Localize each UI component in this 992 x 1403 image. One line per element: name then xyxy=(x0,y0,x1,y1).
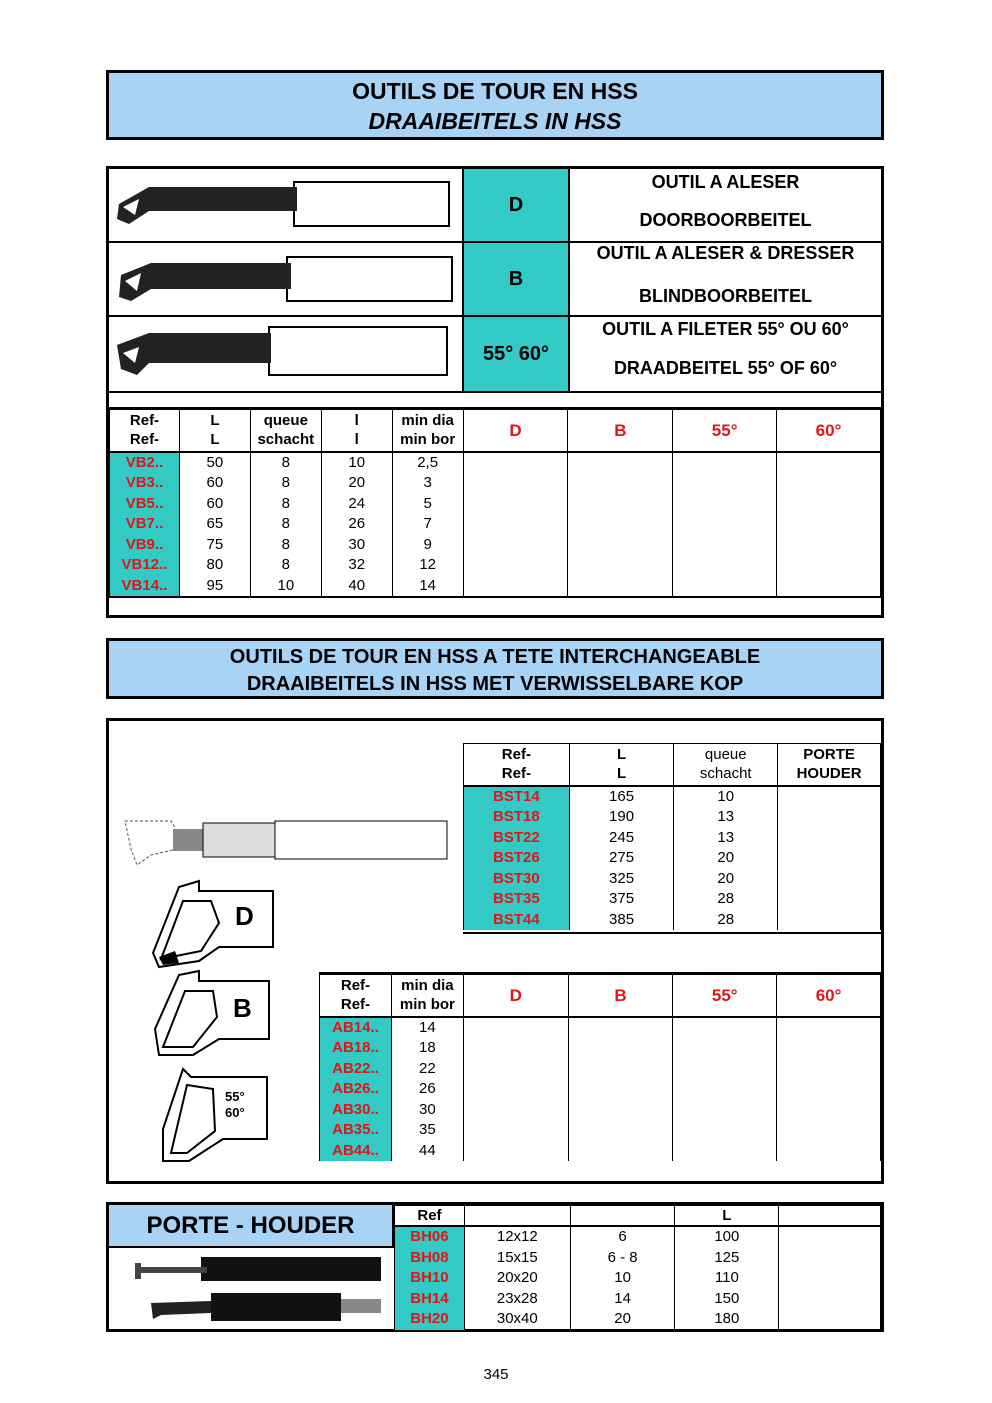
ab-mindia: 18 xyxy=(391,1038,463,1059)
tool-nl-b: BLINDBOORBEITEL xyxy=(639,286,812,306)
bh-extra-cell xyxy=(779,1226,881,1248)
ab-D-cell xyxy=(463,1100,568,1121)
vb-ref: VB14.. xyxy=(110,576,180,598)
vb-B-cell xyxy=(568,514,673,535)
vb-B-cell xyxy=(568,535,673,556)
vb-l: 30 xyxy=(321,535,392,556)
table-row xyxy=(395,1268,881,1289)
tool-image-thread xyxy=(109,317,464,391)
hdr-L: L L xyxy=(179,410,250,452)
ab-rows xyxy=(320,1017,881,1162)
ab-hdr-mindia: min dia min bor xyxy=(391,975,463,1017)
ab-ref: AB26.. xyxy=(320,1079,392,1100)
ab-55-cell xyxy=(673,1141,777,1162)
vb-D-cell xyxy=(463,452,568,474)
ab-table xyxy=(319,974,881,1161)
ab-B-cell xyxy=(568,1100,673,1121)
bst-porte-cell xyxy=(778,889,881,910)
tool-fr-b: OUTIL A ALESER & DRESSER xyxy=(596,243,855,263)
tool-desc-thread xyxy=(570,317,881,391)
tool-desc-d xyxy=(570,169,881,243)
table-row xyxy=(320,1100,881,1121)
vb-l: 10 xyxy=(321,452,392,474)
bst-ref: BST30 xyxy=(464,869,570,890)
ab-hdr-ref: Ref- Ref- xyxy=(320,975,392,1017)
table-row xyxy=(320,1059,881,1080)
ab-B-cell xyxy=(568,1017,673,1039)
ab-mindia: 44 xyxy=(391,1141,463,1162)
ab-hdr-60: 60° xyxy=(777,975,881,1017)
table-row xyxy=(110,555,881,576)
vb-L: 50 xyxy=(179,452,250,474)
bh-queue: 10 xyxy=(570,1268,675,1289)
vb-mindia: 5 xyxy=(392,494,463,515)
bh-L: 125 xyxy=(675,1248,779,1269)
ab-mindia: 35 xyxy=(391,1120,463,1141)
vb-L: 65 xyxy=(179,514,250,535)
vb-ref: VB9.. xyxy=(110,535,180,556)
head-b-icon xyxy=(149,969,279,1061)
vb-mindia: 2,5 xyxy=(392,452,463,474)
vb-mindia: 14 xyxy=(392,576,463,598)
ab-ref: AB44.. xyxy=(320,1141,392,1162)
vb-ref: VB12.. xyxy=(110,555,180,576)
vb-55-cell xyxy=(673,514,777,535)
tool-image-d xyxy=(109,169,464,243)
table-row xyxy=(320,1141,881,1162)
hdr-l: l l xyxy=(321,410,392,452)
ab-D-cell xyxy=(463,1038,568,1059)
tool-types xyxy=(109,169,881,391)
bh-size: 12x12 xyxy=(464,1226,570,1248)
threading-tool-icon xyxy=(109,317,459,387)
ab-B-cell xyxy=(568,1141,673,1162)
vb-L: 75 xyxy=(179,535,250,556)
vb-60-cell xyxy=(777,452,881,474)
title2-fr: OUTILS DE TOUR EN HSS A TETE INTERCHANGEABLE xyxy=(229,646,761,668)
ab-ref: AB35.. xyxy=(320,1120,392,1141)
bh-hdr-L: L xyxy=(675,1206,779,1227)
vb-D-cell xyxy=(463,576,568,598)
table-row xyxy=(110,473,881,494)
vb-mindia: 9 xyxy=(392,535,463,556)
vb-table xyxy=(109,409,881,619)
bh-ref: BH08 xyxy=(395,1248,465,1269)
vb-queue: 8 xyxy=(250,494,321,515)
bh-L: 110 xyxy=(675,1268,779,1289)
hdr-ref: Ref- Ref- xyxy=(110,410,180,452)
tool-desc-b xyxy=(570,243,881,317)
title2-nl: DRAAIBEITELS IN HSS MET VERWISSELBARE KOP xyxy=(246,673,744,695)
ab-55-cell xyxy=(673,1038,777,1059)
ab-55-cell xyxy=(673,1017,777,1039)
ab-60-cell xyxy=(777,1017,881,1039)
bh-hdr-ref: Ref xyxy=(395,1206,465,1227)
table-row xyxy=(110,514,881,535)
table-row xyxy=(110,494,881,515)
table-row xyxy=(110,535,881,556)
bst-queue: 20 xyxy=(674,869,778,890)
ab-55-cell xyxy=(673,1120,777,1141)
bh-hdr-extra xyxy=(779,1206,881,1227)
tool-holder-icon xyxy=(131,1253,389,1329)
bst-L: 275 xyxy=(569,848,674,869)
ab-mindia: 30 xyxy=(391,1100,463,1121)
bst-porte-cell xyxy=(778,869,881,890)
table-row xyxy=(395,1226,881,1248)
bst-hdr-porte: PORTE HOUDER xyxy=(778,744,881,786)
bst-L: 190 xyxy=(569,807,674,828)
bh-table xyxy=(394,1205,881,1330)
table-row xyxy=(395,1289,881,1310)
vb-queue: 8 xyxy=(250,473,321,494)
bst-L: 325 xyxy=(569,869,674,890)
table-row xyxy=(110,576,881,598)
bh-queue: 6 - 8 xyxy=(570,1248,675,1269)
bh-ref: BH14 xyxy=(395,1289,465,1310)
bst-queue: 13 xyxy=(674,807,778,828)
ab-D-cell xyxy=(463,1059,568,1080)
vb-l: 24 xyxy=(321,494,392,515)
bh-size: 20x20 xyxy=(464,1268,570,1289)
bst-porte-cell xyxy=(778,828,881,849)
bh-queue: 14 xyxy=(570,1289,675,1310)
porte-title: PORTE - HOUDER xyxy=(109,1205,394,1248)
bh-extra-cell xyxy=(779,1268,881,1289)
ab-D-cell xyxy=(463,1141,568,1162)
bst-hdr-ref: Ref- Ref- xyxy=(464,744,570,786)
vb-55-cell xyxy=(673,494,777,515)
tool-nl-d: DOORBOORBEITEL xyxy=(639,210,812,230)
ab-55-cell xyxy=(673,1079,777,1100)
bh-extra-cell xyxy=(779,1289,881,1310)
ab-D-cell xyxy=(463,1017,568,1039)
bst-table xyxy=(463,743,881,930)
ab-hdr-D: D xyxy=(463,975,568,1017)
bst-ref: BST26 xyxy=(464,848,570,869)
tool-image-b xyxy=(109,243,464,317)
vb-rows xyxy=(110,452,881,620)
bst-porte-cell xyxy=(778,848,881,869)
bst-ref: BST44 xyxy=(464,910,570,931)
bst-hdr-L: L L xyxy=(569,744,674,786)
table-row xyxy=(464,869,881,890)
table-row xyxy=(320,1120,881,1141)
vb-queue: 8 xyxy=(250,514,321,535)
table-row xyxy=(395,1248,881,1269)
table-row xyxy=(320,1079,881,1100)
table-row xyxy=(464,889,881,910)
hdr-55: 55° xyxy=(673,410,777,452)
bh-rows xyxy=(395,1226,881,1330)
bst-block xyxy=(106,718,884,1184)
hdr-queue: queue schacht xyxy=(250,410,321,452)
tool-fr-thread: OUTIL A FILETER 55° OU 60° xyxy=(602,319,849,339)
vb-D-cell xyxy=(463,473,568,494)
vb-mindia: 7 xyxy=(392,514,463,535)
ab-55-cell xyxy=(673,1100,777,1121)
bst-queue: 28 xyxy=(674,889,778,910)
ab-60-cell xyxy=(777,1059,881,1080)
ab-hdr-55: 55° xyxy=(673,975,777,1017)
table-row-spacer xyxy=(110,597,881,619)
bst-ref: BST14 xyxy=(464,786,570,808)
vb-B-cell xyxy=(568,452,673,474)
bst-porte-cell xyxy=(778,910,881,931)
vb-queue: 10 xyxy=(250,576,321,598)
bh-size: 15x15 xyxy=(464,1248,570,1269)
vb-55-cell xyxy=(673,452,777,474)
head-d-label: D xyxy=(235,901,254,931)
ab-ref: AB18.. xyxy=(320,1038,392,1059)
spacer-row xyxy=(109,391,881,409)
bh-queue: 6 xyxy=(570,1226,675,1248)
vb-l: 32 xyxy=(321,555,392,576)
facing-tool-icon xyxy=(109,243,459,313)
head-thread-label: 55° 60° xyxy=(225,1089,245,1120)
table-row xyxy=(464,910,881,931)
vb-ref: VB5.. xyxy=(110,494,180,515)
section-title-interchangeable xyxy=(106,638,884,699)
vb-L: 60 xyxy=(179,494,250,515)
bst-hdr-queue: queue schacht xyxy=(674,744,778,786)
ab-B-cell xyxy=(568,1038,673,1059)
bh-hdr-q xyxy=(570,1206,675,1227)
hdr-B: B xyxy=(568,410,673,452)
vb-55-cell xyxy=(673,576,777,598)
bh-L: 180 xyxy=(675,1309,779,1330)
tool-code-b: B xyxy=(464,243,570,317)
table-row xyxy=(320,1017,881,1039)
bst-L: 165 xyxy=(569,786,674,808)
bst-L: 375 xyxy=(569,889,674,910)
bh-extra-cell xyxy=(779,1248,881,1269)
ab-60-cell xyxy=(777,1141,881,1162)
table-row xyxy=(320,1038,881,1059)
bh-L: 100 xyxy=(675,1226,779,1248)
ab-55-cell xyxy=(673,1059,777,1080)
boring-tool-icon xyxy=(109,169,459,239)
ab-ref: AB22.. xyxy=(320,1059,392,1080)
bh-queue: 20 xyxy=(570,1309,675,1330)
vb-ref: VB3.. xyxy=(110,473,180,494)
bst-porte-cell xyxy=(778,786,881,808)
bst-ref: BST18 xyxy=(464,807,570,828)
vb-55-cell xyxy=(673,535,777,556)
ab-B-cell xyxy=(568,1120,673,1141)
bst-queue: 20 xyxy=(674,848,778,869)
head-thread-icon xyxy=(157,1065,277,1163)
page-number: 345 xyxy=(483,1366,509,1383)
interchangeable-tool-icon xyxy=(121,809,461,869)
ab-60-cell xyxy=(777,1100,881,1121)
vb-60-cell xyxy=(777,555,881,576)
ab-60-cell xyxy=(777,1038,881,1059)
vb-55-cell xyxy=(673,473,777,494)
bh-ref: BH10 xyxy=(395,1268,465,1289)
bh-hdr-size xyxy=(464,1206,570,1227)
vb-block xyxy=(106,166,884,618)
table-row xyxy=(464,848,881,869)
tool-code-d: D xyxy=(464,169,570,243)
ab-D-cell xyxy=(463,1079,568,1100)
table-row xyxy=(464,828,881,849)
ab-60-cell xyxy=(777,1079,881,1100)
hdr-mindia: min dia min bor xyxy=(392,410,463,452)
tool-code-thread: 55° 60° xyxy=(464,317,570,391)
bst-L: 385 xyxy=(569,910,674,931)
bst-queue: 10 xyxy=(674,786,778,808)
tool-nl-thread: DRAADBEITEL 55° OF 60° xyxy=(613,358,838,378)
vb-60-cell xyxy=(777,494,881,515)
vb-B-cell xyxy=(568,576,673,598)
bh-ref: BH06 xyxy=(395,1226,465,1248)
table-row xyxy=(110,452,881,474)
bh-extra-cell xyxy=(779,1309,881,1330)
bst-ref: BST22 xyxy=(464,828,570,849)
vb-l: 40 xyxy=(321,576,392,598)
vb-queue: 8 xyxy=(250,555,321,576)
vb-D-cell xyxy=(463,494,568,515)
vb-queue: 8 xyxy=(250,535,321,556)
table-row xyxy=(464,786,881,808)
hdr-D: D xyxy=(463,410,568,452)
vb-60-cell xyxy=(777,535,881,556)
vb-l: 20 xyxy=(321,473,392,494)
vb-60-cell xyxy=(777,576,881,598)
ab-D-cell xyxy=(463,1120,568,1141)
vb-D-cell xyxy=(463,535,568,556)
vb-queue: 8 xyxy=(250,452,321,474)
head-b-label: B xyxy=(233,993,252,1023)
spacer-cell xyxy=(110,597,881,619)
vb-mindia: 12 xyxy=(392,555,463,576)
vb-ref: VB2.. xyxy=(110,452,180,474)
section-title-hss xyxy=(106,70,884,140)
vb-L: 60 xyxy=(179,473,250,494)
vb-mindia: 3 xyxy=(392,473,463,494)
ab-60-cell xyxy=(777,1120,881,1141)
ab-mindia: 22 xyxy=(391,1059,463,1080)
tool-fr-d: OUTIL A ALESER xyxy=(651,172,800,192)
head-d-icon xyxy=(139,879,279,971)
vb-l: 26 xyxy=(321,514,392,535)
vb-60-cell xyxy=(777,514,881,535)
bh-L: 150 xyxy=(675,1289,779,1310)
vb-L: 95 xyxy=(179,576,250,598)
vb-55-cell xyxy=(673,555,777,576)
table-row xyxy=(464,807,881,828)
porte-block xyxy=(106,1202,884,1332)
bst-queue: 13 xyxy=(674,828,778,849)
bh-size: 23x28 xyxy=(464,1289,570,1310)
bst-bottom-line xyxy=(463,932,881,934)
vb-B-cell xyxy=(568,473,673,494)
title-fr: OUTILS DE TOUR EN HSS xyxy=(352,78,638,104)
vb-B-cell xyxy=(568,494,673,515)
ab-ref: AB14.. xyxy=(320,1017,392,1039)
ab-B-cell xyxy=(568,1059,673,1080)
vb-D-cell xyxy=(463,514,568,535)
bh-ref: BH20 xyxy=(395,1309,465,1330)
table-row xyxy=(395,1309,881,1330)
hdr-60: 60° xyxy=(777,410,881,452)
vb-D-cell xyxy=(463,555,568,576)
vb-ref: VB7.. xyxy=(110,514,180,535)
bst-rows xyxy=(464,786,881,931)
vb-60-cell xyxy=(777,473,881,494)
ab-mindia: 14 xyxy=(391,1017,463,1039)
ab-ref: AB30.. xyxy=(320,1100,392,1121)
bst-porte-cell xyxy=(778,807,881,828)
ab-mindia: 26 xyxy=(391,1079,463,1100)
bst-ref: BST35 xyxy=(464,889,570,910)
ab-B-cell xyxy=(568,1079,673,1100)
ab-hdr-B: B xyxy=(568,975,673,1017)
bh-size: 30x40 xyxy=(464,1309,570,1330)
bst-queue: 28 xyxy=(674,910,778,931)
vb-L: 80 xyxy=(179,555,250,576)
title-nl: DRAAIBEITELS IN HSS xyxy=(368,108,622,134)
vb-B-cell xyxy=(568,555,673,576)
bst-L: 245 xyxy=(569,828,674,849)
